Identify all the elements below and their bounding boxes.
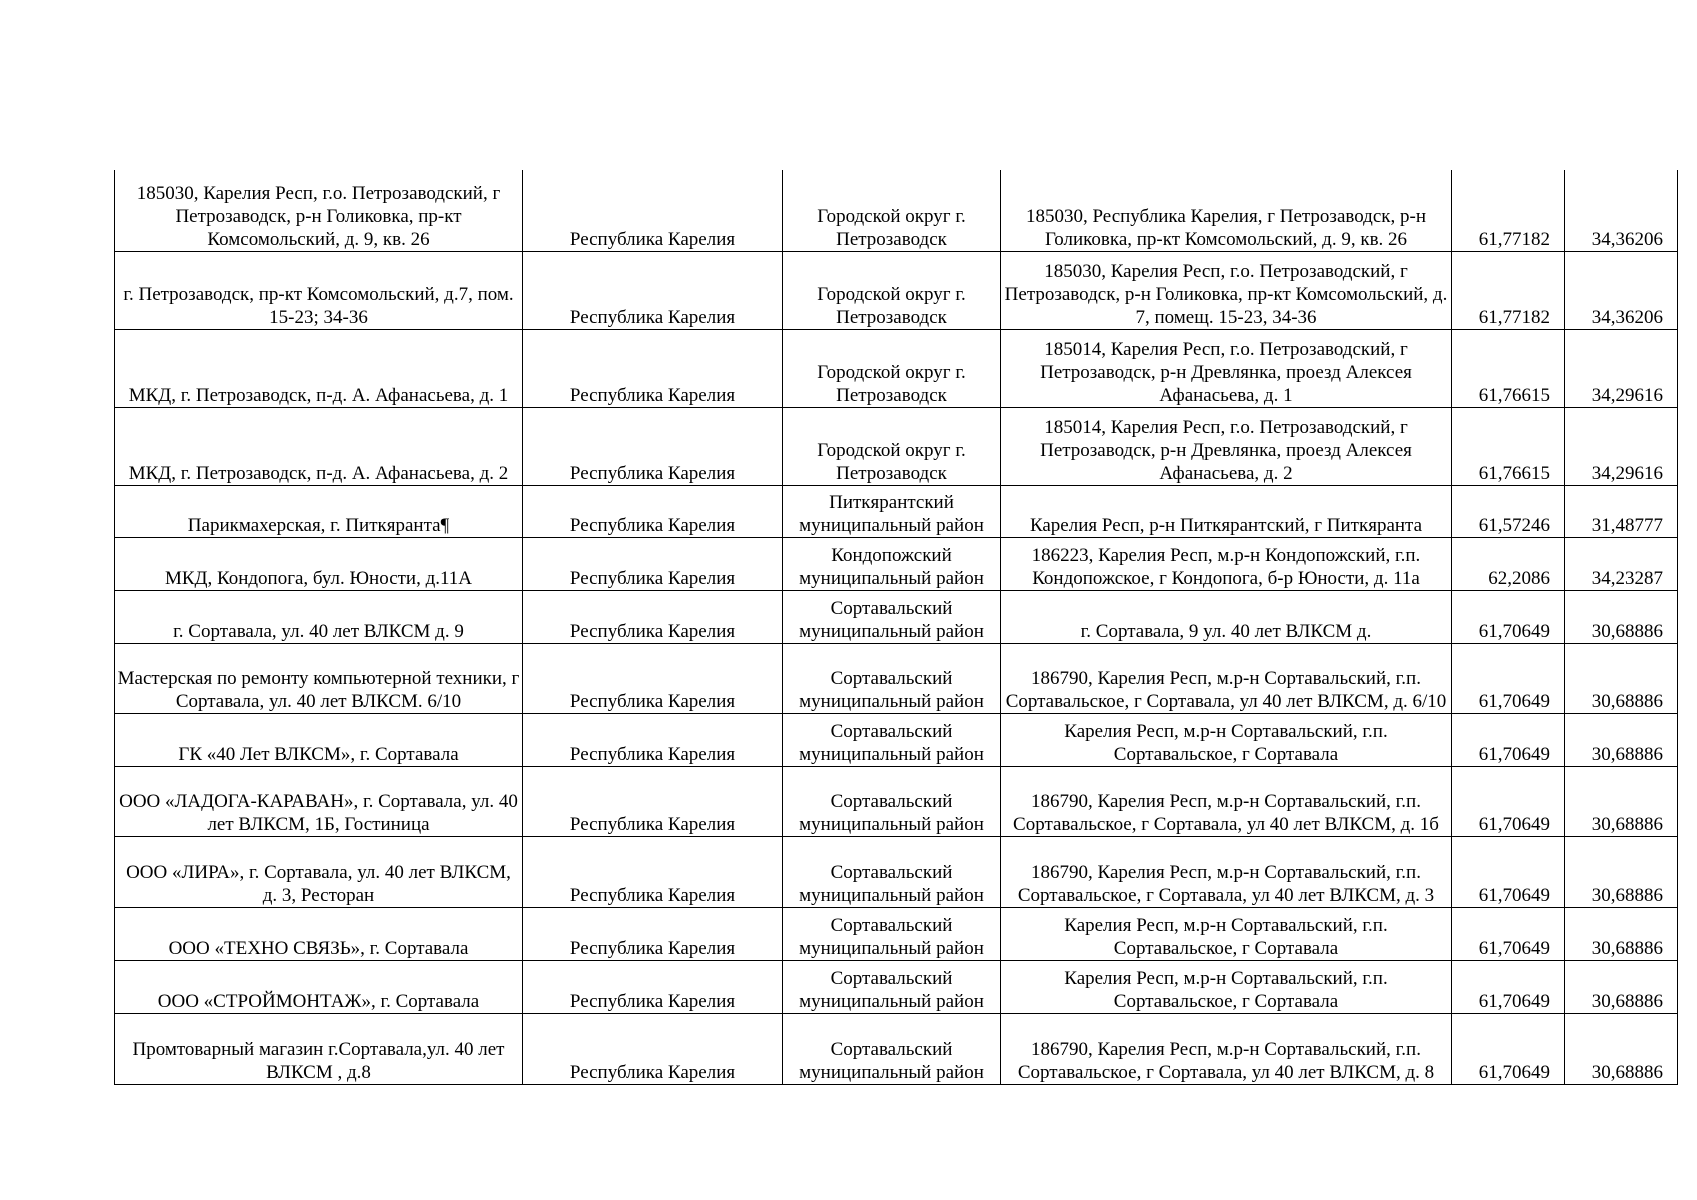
longitude-cell: 30,68886 xyxy=(1565,766,1678,836)
table-row xyxy=(115,329,1678,407)
address-cell: Карелия Респ, м.р-н Сортавальский, г.п. Сортавальское, г Сортавала xyxy=(1001,713,1452,766)
table-row xyxy=(115,251,1678,329)
address-cell: 186790, Карелия Респ, м.р-н Сортавальский, г.п. Сортавальское, г Сортавала, ул 40 лет ВЛКСМ, д. 1б xyxy=(1001,766,1452,836)
table-row xyxy=(115,766,1678,836)
latitude-cell: 61,76615 xyxy=(1452,407,1565,485)
address-cell: 185030, Карелия Респ, г.о. Петрозаводский, г Петрозаводск, р-н Голиковка, пр-кт Комсомольский, д. 7, помещ. 15-23, 34-36 xyxy=(1001,251,1452,329)
table-body xyxy=(115,170,1678,1084)
municipality-cell: Городской округ г. Петрозаводск xyxy=(783,170,1001,251)
municipality-cell: Городской округ г. Петрозаводск xyxy=(783,251,1001,329)
table-row xyxy=(115,485,1678,537)
region-cell: Республика Карелия xyxy=(523,836,783,907)
object-name-cell: Мастерская по ремонту компьютерной техники, г Сортавала, ул. 40 лет ВЛКСМ. 6/10 xyxy=(115,643,523,713)
object-name-cell: ООО «СТРОЙМОНТАЖ», г. Сортавала xyxy=(115,960,523,1013)
longitude-cell: 34,36206 xyxy=(1565,170,1678,251)
latitude-cell: 61,70649 xyxy=(1452,960,1565,1013)
longitude-cell: 34,23287 xyxy=(1565,537,1678,590)
address-cell: 186790, Карелия Респ, м.р-н Сортавальский, г.п. Сортавальское, г Сортавала, ул 40 лет ВЛКСМ, д. 6/10 xyxy=(1001,643,1452,713)
longitude-cell: 30,68886 xyxy=(1565,713,1678,766)
municipality-cell: Сортавальский муниципальный район xyxy=(783,960,1001,1013)
region-cell: Республика Карелия xyxy=(523,407,783,485)
object-name-cell: г. Петрозаводск, пр-кт Комсомольский, д.7, пом. 15-23; 34-36 xyxy=(115,251,523,329)
object-name-cell: ООО «ТЕХНО СВЯЗЬ», г. Сортавала xyxy=(115,907,523,960)
object-name-cell: ГК «40 Лет ВЛКСМ», г. Сортавала xyxy=(115,713,523,766)
region-cell: Республика Карелия xyxy=(523,713,783,766)
latitude-cell: 61,70649 xyxy=(1452,590,1565,643)
latitude-cell: 61,70649 xyxy=(1452,643,1565,713)
municipality-cell: Сортавальский муниципальный район xyxy=(783,590,1001,643)
object-name-cell: 185030, Карелия Респ, г.о. Петрозаводский, г Петрозаводск, р-н Голиковка, пр-кт Комсомольский, д. 9, кв. 26 xyxy=(115,170,523,251)
object-name-cell: Парикмахерская, г. Питкяранта¶ xyxy=(115,485,523,537)
region-cell: Республика Карелия xyxy=(523,329,783,407)
municipality-cell: Сортавальский муниципальный район xyxy=(783,1013,1001,1084)
object-name-cell: ООО «ЛАДОГА-КАРАВАН», г. Сортавала, ул. 40 лет ВЛКСМ, 1Б, Гостиница xyxy=(115,766,523,836)
longitude-cell: 34,36206 xyxy=(1565,251,1678,329)
objects-table xyxy=(114,170,1678,1085)
municipality-cell: Питкярантский муниципальный район xyxy=(783,485,1001,537)
latitude-cell: 61,77182 xyxy=(1452,251,1565,329)
longitude-cell: 30,68886 xyxy=(1565,643,1678,713)
region-cell: Республика Карелия xyxy=(523,590,783,643)
address-cell: 185030, Республика Карелия, г Петрозаводск, р-н Голиковка, пр-кт Комсомольский, д. 9, кв. 26 xyxy=(1001,170,1452,251)
longitude-cell: 31,48777 xyxy=(1565,485,1678,537)
table-row xyxy=(115,960,1678,1013)
table-row xyxy=(115,537,1678,590)
region-cell: Республика Карелия xyxy=(523,1013,783,1084)
object-name-cell: МКД, г. Петрозаводск, п-д. А. Афанасьева, д. 2 xyxy=(115,407,523,485)
municipality-cell: Сортавальский муниципальный район xyxy=(783,643,1001,713)
municipality-cell: Сортавальский муниципальный район xyxy=(783,907,1001,960)
region-cell: Республика Карелия xyxy=(523,766,783,836)
table-row xyxy=(115,1013,1678,1084)
address-cell: Карелия Респ, м.р-н Сортавальский, г.п. Сортавальское, г Сортавала xyxy=(1001,960,1452,1013)
longitude-cell: 30,68886 xyxy=(1565,907,1678,960)
latitude-cell: 61,70649 xyxy=(1452,766,1565,836)
longitude-cell: 30,68886 xyxy=(1565,836,1678,907)
longitude-cell: 34,29616 xyxy=(1565,407,1678,485)
address-cell: 185014, Карелия Респ, г.о. Петрозаводский, г Петрозаводск, р-н Древлянка, проезд Алексея Афанасьева, д. 1 xyxy=(1001,329,1452,407)
latitude-cell: 61,70649 xyxy=(1452,713,1565,766)
region-cell: Республика Карелия xyxy=(523,537,783,590)
address-cell: 186790, Карелия Респ, м.р-н Сортавальский, г.п. Сортавальское, г Сортавала, ул 40 лет ВЛКСМ, д. 3 xyxy=(1001,836,1452,907)
longitude-cell: 30,68886 xyxy=(1565,590,1678,643)
object-name-cell: ООО «ЛИРА», г. Сортавала, ул. 40 лет ВЛКСМ, д. 3, Ресторан xyxy=(115,836,523,907)
municipality-cell: Сортавальский муниципальный район xyxy=(783,713,1001,766)
address-cell: 186223, Карелия Респ, м.р-н Кондопожский, г.п. Кондопожское, г Кондопога, б-р Юности, д. 11а xyxy=(1001,537,1452,590)
latitude-cell: 61,76615 xyxy=(1452,329,1565,407)
municipality-cell: Сортавальский муниципальный район xyxy=(783,836,1001,907)
latitude-cell: 61,70649 xyxy=(1452,907,1565,960)
region-cell: Республика Карелия xyxy=(523,251,783,329)
table-row xyxy=(115,713,1678,766)
latitude-cell: 61,57246 xyxy=(1452,485,1565,537)
latitude-cell: 61,70649 xyxy=(1452,1013,1565,1084)
municipality-cell: Городской округ г. Петрозаводск xyxy=(783,407,1001,485)
address-cell: 186790, Карелия Респ, м.р-н Сортавальский, г.п. Сортавальское, г Сортавала, ул 40 лет ВЛКСМ, д. 8 xyxy=(1001,1013,1452,1084)
address-cell: Карелия Респ, м.р-н Сортавальский, г.п. Сортавальское, г Сортавала xyxy=(1001,907,1452,960)
region-cell: Республика Карелия xyxy=(523,643,783,713)
latitude-cell: 61,77182 xyxy=(1452,170,1565,251)
table-row xyxy=(115,170,1678,251)
object-name-cell: МКД, Кондопога, бул. Юности, д.11А xyxy=(115,537,523,590)
municipality-cell: Сортавальский муниципальный район xyxy=(783,766,1001,836)
region-cell: Республика Карелия xyxy=(523,485,783,537)
table-row xyxy=(115,907,1678,960)
latitude-cell: 62,2086 xyxy=(1452,537,1565,590)
object-name-cell: МКД, г. Петрозаводск, п-д. А. Афанасьева, д. 1 xyxy=(115,329,523,407)
municipality-cell: Городской округ г. Петрозаводск xyxy=(783,329,1001,407)
address-cell: 185014, Карелия Респ, г.о. Петрозаводский, г Петрозаводск, р-н Древлянка, проезд Алексея Афанасьева, д. 2 xyxy=(1001,407,1452,485)
table-row xyxy=(115,407,1678,485)
address-cell: Карелия Респ, р-н Питкярантский, г Питкяранта xyxy=(1001,485,1452,537)
table-row xyxy=(115,643,1678,713)
longitude-cell: 30,68886 xyxy=(1565,960,1678,1013)
object-name-cell: г. Сортавала, ул. 40 лет ВЛКСМ д. 9 xyxy=(115,590,523,643)
table-row xyxy=(115,590,1678,643)
object-name-cell: Промтоварный магазин г.Сортавала,ул. 40 лет ВЛКСМ , д.8 xyxy=(115,1013,523,1084)
address-cell: г. Сортавала, 9 ул. 40 лет ВЛКСМ д. xyxy=(1001,590,1452,643)
latitude-cell: 61,70649 xyxy=(1452,836,1565,907)
longitude-cell: 34,29616 xyxy=(1565,329,1678,407)
region-cell: Республика Карелия xyxy=(523,170,783,251)
table-row xyxy=(115,836,1678,907)
municipality-cell: Кондопожский муниципальный район xyxy=(783,537,1001,590)
region-cell: Республика Карелия xyxy=(523,960,783,1013)
region-cell: Республика Карелия xyxy=(523,907,783,960)
longitude-cell: 30,68886 xyxy=(1565,1013,1678,1084)
